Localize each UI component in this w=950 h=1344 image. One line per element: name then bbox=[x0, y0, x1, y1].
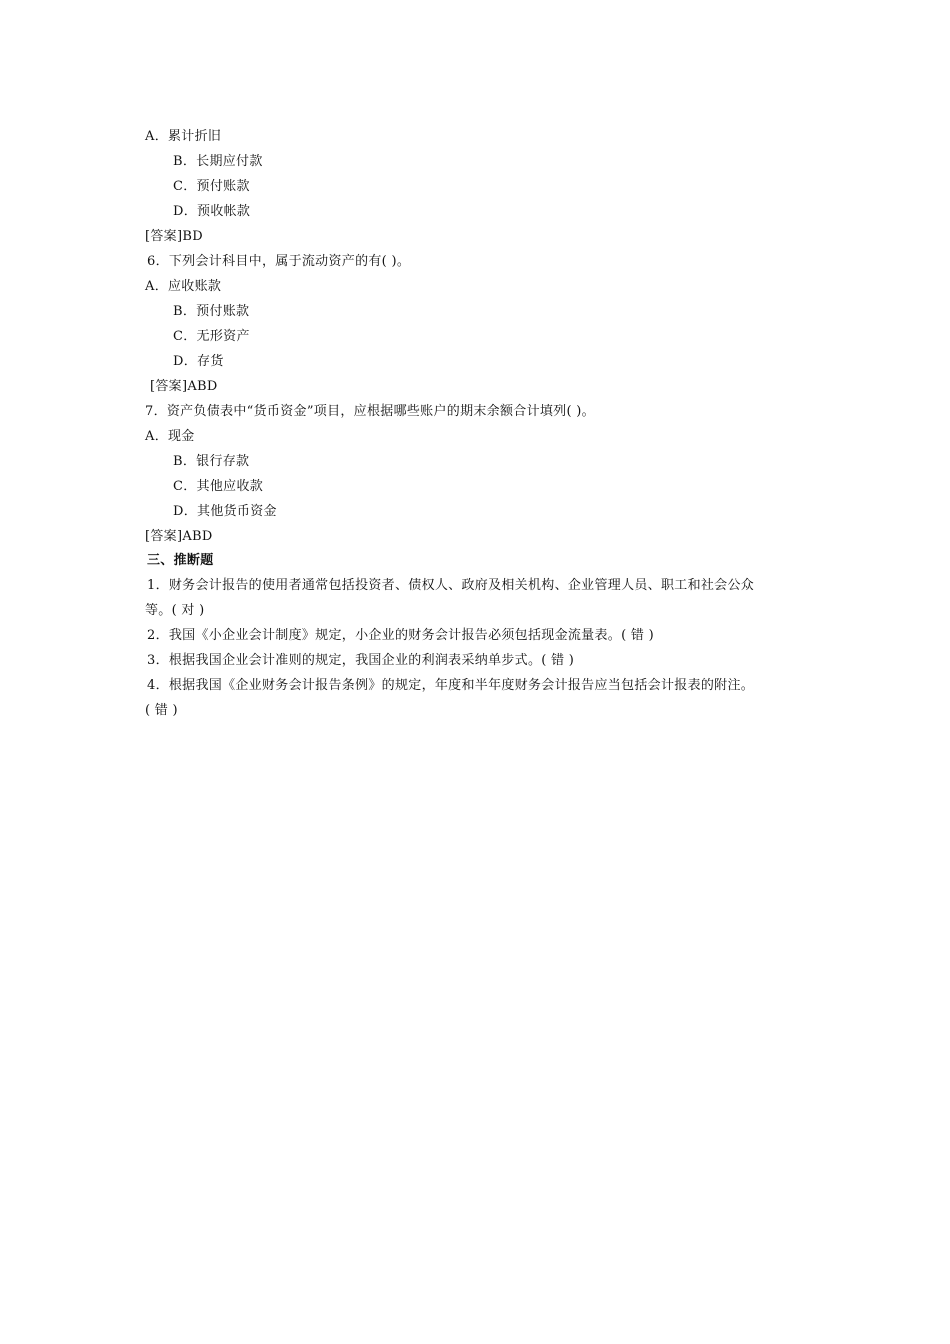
q7-option-b: B．银行存款 bbox=[173, 454, 250, 469]
q6-option-b: B．预付账款 bbox=[173, 304, 250, 319]
q7-question: 7．资产负债表中“货币资金”项目，应根据哪些账户的期末余额合计填列( )。 bbox=[145, 404, 595, 419]
q7-option-a: A．现金 bbox=[145, 429, 195, 444]
judgment-item-3: 3．根据我国企业会计准则的规定，我国企业的利润表采纳单步式。( 错 ) bbox=[147, 653, 575, 668]
judgment-item-4-line-1: 4．根据我国《企业财务会计报告条例》的规定，年度和半年度财务会计报告应当包括会计报表的附注。 bbox=[147, 678, 755, 693]
q6-answer: [答案]ABD bbox=[150, 379, 218, 394]
q5-option-c: C．预付账款 bbox=[173, 179, 250, 194]
q5-answer: [答案]BD bbox=[145, 229, 203, 244]
q6-option-a: A．应收账款 bbox=[145, 279, 222, 294]
q6-question: 6．下列会计科目中，属于流动资产的有( )。 bbox=[147, 254, 411, 269]
judgment-item-1-line-2: 等。( 对 ) bbox=[145, 603, 205, 618]
q5-option-d: D．预收帐款 bbox=[173, 204, 251, 219]
q7-answer: [答案]ABD bbox=[145, 529, 213, 544]
q7-option-d: D．其他货币资金 bbox=[173, 504, 277, 519]
q7-option-c: C．其他应收款 bbox=[173, 479, 264, 494]
q6-option-c: C．无形资产 bbox=[173, 329, 250, 344]
judgment-item-1-line-1: 1．财务会计报告的使用者通常包括投资者、债权人、政府及相关机构、企业管理人员、职工和社会公众 bbox=[147, 578, 755, 593]
q5-option-a: A．累计折旧 bbox=[145, 129, 222, 144]
judgment-item-2: 2．我国《小企业会计制度》规定，小企业的财务会计报告必须包括现金流量表。( 错 ) bbox=[147, 628, 654, 643]
q5-option-b: B．长期应付款 bbox=[173, 154, 263, 169]
q6-option-d: D．存货 bbox=[173, 354, 224, 369]
judgment-item-4-line-2: ( 错 ) bbox=[145, 703, 178, 718]
section-heading: 三、推断题 bbox=[147, 553, 214, 568]
